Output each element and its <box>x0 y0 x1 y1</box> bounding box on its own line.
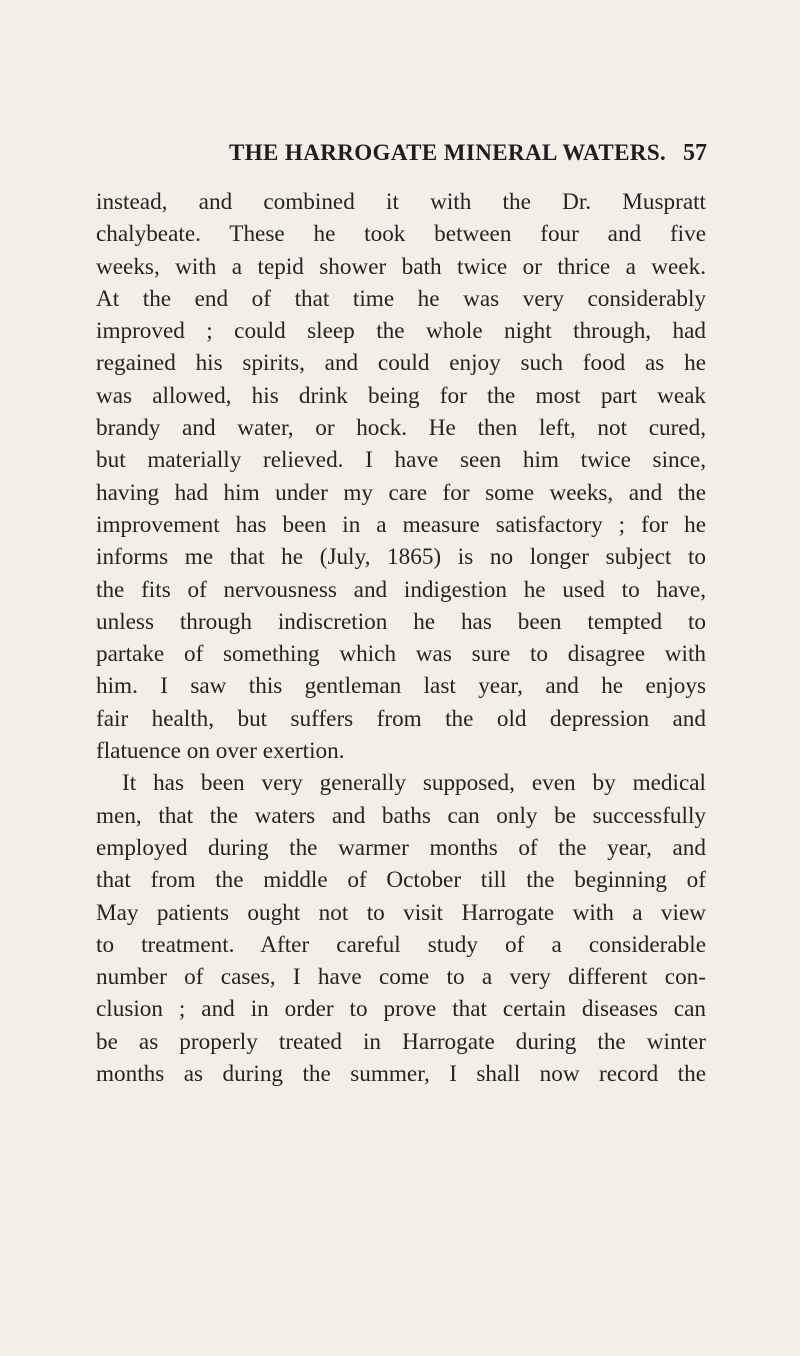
text-line: be as properly treated in Harrogate during the winter <box>96 1028 706 1055</box>
text-line: improvement has been in a measure satisfactory ; for he <box>96 511 706 538</box>
page-header <box>229 140 707 167</box>
text-line: the fits of nervousness and indigestion he used to have, <box>96 576 706 603</box>
text-line: that from the middle of October till the beginning of <box>96 867 706 894</box>
paragraph-1 <box>96 186 706 767</box>
text-line: unless through indiscretion he has been tempted to <box>96 608 706 635</box>
text-line: having had him under my care for some weeks, and the <box>96 479 706 506</box>
text-line: men, that the waters and baths can only be successfully <box>96 802 706 829</box>
text-line: brandy and water, or hock. He then left, not cured, <box>96 415 706 442</box>
text-line: informs me that he (July, 1865) is no longer subject to <box>96 544 706 571</box>
text-line: instead, and combined it with the Dr. Muspratt <box>96 189 706 215</box>
text-line: fair health, but suffers from the old depression and <box>96 705 706 732</box>
text-line: number of cases, I have come to a very different con- <box>96 964 706 991</box>
page-number: 57 <box>683 140 707 166</box>
body-text <box>96 186 706 1090</box>
text-line: partake of something which was sure to disagree with <box>96 641 706 668</box>
text-line: May patients ought not to visit Harrogate with a view <box>96 899 706 926</box>
paragraph-2 <box>96 767 706 1090</box>
text-line: months as during the summer, I shall now record the <box>96 1061 706 1088</box>
text-line: employed during the warmer months of the year, and <box>96 834 706 861</box>
text-line: regained his spirits, and could enjoy such food as he <box>96 350 706 377</box>
text-line: to treatment. After careful study of a considerable <box>96 931 706 958</box>
text-line: was allowed, his drink being for the most part weak <box>96 382 706 409</box>
running-title: THE HARROGATE MINERAL WATERS. <box>229 140 667 165</box>
text-line: At the end of that time he was very considerably <box>96 285 706 312</box>
text-line: flatuence on over exertion. <box>96 738 345 765</box>
text-line: him. I saw this gentleman last year, and he enjoys <box>96 673 706 700</box>
text-line: chalybeate. These he took between four and five <box>96 221 706 248</box>
text-line: weeks, with a tepid shower bath twice or thrice a week. <box>96 253 706 280</box>
text-line: clusion ; and in order to prove that certain diseases can <box>96 996 706 1023</box>
text-line: but materially relieved. I have seen him twice since, <box>96 447 706 474</box>
text-line: It has been very generally supposed, even by medical <box>122 770 706 797</box>
text-line: improved ; could sleep the whole night through, had <box>96 318 706 345</box>
